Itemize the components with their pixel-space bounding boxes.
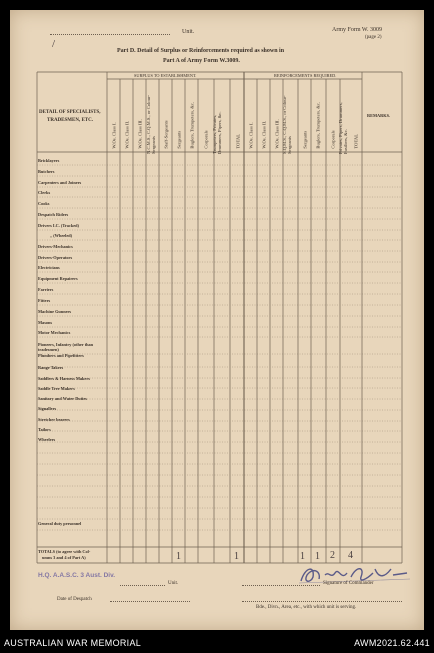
row-label: Tailors — [38, 427, 51, 432]
caption-left: AUSTRALIAN WAR MEMORIAL — [4, 638, 142, 648]
row-label: Pioneers, Infantry (other than tradesmen) — [38, 342, 94, 352]
surplus-col-total: TOTAL — [235, 133, 241, 149]
row-label: Machine Gunners — [38, 309, 72, 314]
left-header-line1: DETAIL OF SPECIALISTS, — [39, 110, 101, 115]
row-label: Saddle Tree Makers — [38, 386, 75, 391]
unit-stamp: H.Q. A.A.S.C. 3 Aust. Div. — [38, 572, 116, 579]
signature-label: Signature of Commander — [323, 581, 374, 586]
row-label: „ (Wheeled) — [50, 233, 73, 238]
row-label: Signallers — [38, 406, 57, 411]
row-label: Masons — [38, 320, 53, 325]
reinf-col-privates: Privates, Pipers, Drummers, Fusiliers, &c. — [338, 102, 348, 154]
unit-footer-label: Unit. — [168, 581, 179, 586]
reinf-col-wo2: W.Os. Class II. — [261, 120, 267, 149]
caption-right: AWM2021.62.441 — [354, 638, 430, 648]
despatch-line — [110, 601, 190, 602]
pencil-mark: / — [52, 38, 56, 50]
row-label: Despatch Riders — [38, 212, 69, 217]
row-label: Fitters — [38, 298, 51, 303]
surplus-col-wo1: W.Os. Class I. — [111, 122, 117, 149]
reinf-col-nco: S.Q.M.S., C.Q.M.S., or Colour-Sergeants — [282, 95, 292, 154]
signature-line — [242, 585, 320, 586]
reinf-col-corporals: Corporals — [330, 130, 336, 149]
surplus-col-nco: N.C.M.S., C.Q.M.S., or Colour-Sergeants — [146, 95, 156, 154]
row-label: Clerks — [38, 190, 51, 195]
bde-line — [242, 601, 402, 602]
row-label: Range Takers — [38, 365, 64, 370]
left-header-line2: TRADESMEN, ETC. — [47, 118, 93, 123]
row-label: Cooks — [38, 201, 50, 206]
remarks-header: REMARKS. — [367, 113, 391, 118]
row-label: Sanitary and Water Duties — [38, 396, 87, 401]
page-number: (page 2) — [365, 35, 382, 40]
row-label: Motor Mechanics — [38, 330, 71, 335]
reinf-col-sgt: Sergeants — [302, 130, 308, 149]
general-duty-label: General duty personnel — [38, 521, 82, 526]
form-sheet — [10, 10, 424, 630]
row-label: Bricklayers — [38, 158, 60, 163]
row-label: Drivers-Mechanics — [38, 244, 73, 249]
handwritten-total: 4 — [348, 550, 353, 561]
handwritten-total: 1 — [234, 551, 239, 562]
handwritten-total: 1 — [176, 551, 181, 562]
row-label: Electricians — [38, 265, 60, 270]
row-label: Farriers — [38, 287, 54, 292]
surplus-col-corporals: Corporals — [203, 130, 209, 149]
surplus-col-privates: Trumpeters, Privates, Drummers, Pipers, &c. — [212, 111, 222, 154]
row-label: Butchers — [38, 169, 55, 174]
caption-bar — [0, 630, 434, 653]
reinf-col-total: TOTAL — [353, 133, 359, 149]
row-label: Drivers I.C. (Tracked) — [38, 223, 79, 228]
surplus-group-header: SURPLUS TO ESTABLISHMENT. — [134, 73, 197, 78]
totals-label-line1: TOTALS (to agree with Col- — [38, 549, 91, 554]
form-number: Army Form W. 3009 — [332, 27, 383, 33]
unit-label: Unit. — [182, 29, 195, 35]
surplus-col-wo2: W.Os. Class II. — [124, 120, 130, 149]
handwritten-total: 1 — [315, 551, 320, 562]
reinf-col-wo1: W.Os. Class I. — [248, 122, 254, 149]
row-label: Stretcher bearers — [38, 417, 70, 422]
surplus-col-wo3: W.Os. Class III. — [137, 119, 143, 149]
despatch-label: Date of Despatch — [57, 597, 92, 602]
row-label: Carpenters and Joiners — [38, 180, 82, 185]
form-title-line1: Part D. Detail of Surplus or Reinforcements required as shown in — [117, 48, 285, 54]
row-label: Plumbers and Pipefitters — [38, 353, 84, 358]
surplus-col-sgt: Sergeants — [176, 130, 182, 149]
handwritten-total: 1 — [300, 551, 305, 562]
reinf-col-wo3: W.Os. Class III. — [274, 119, 280, 149]
unit-footer-line — [120, 585, 165, 586]
bde-label: Bde., Divn., Area, etc., with which unit is serving. — [256, 605, 357, 610]
row-label: Saddlers & Harness Makers — [38, 376, 90, 381]
reinf-col-buglers: Buglers, Trumpeters, &c. — [315, 102, 321, 149]
reinforcement-group-header: REINFORCEMENTS REQUIRED. — [274, 73, 337, 78]
totals-label-line2: umns 3 and 4 of Part A) — [42, 555, 86, 560]
surplus-col-staff-sgt: Staff-Sergeants — [163, 120, 169, 149]
row-label: Equipment Repairers — [38, 276, 78, 281]
row-label: Drivers-Operators — [38, 255, 73, 260]
handwritten-total: 2 — [330, 550, 335, 561]
row-label: Wheelers — [38, 437, 56, 442]
surplus-col-buglers: Buglers, Trumpeters, &c. — [189, 102, 195, 149]
form-title-line2: Part A of Army Form W.3009. — [163, 58, 240, 64]
